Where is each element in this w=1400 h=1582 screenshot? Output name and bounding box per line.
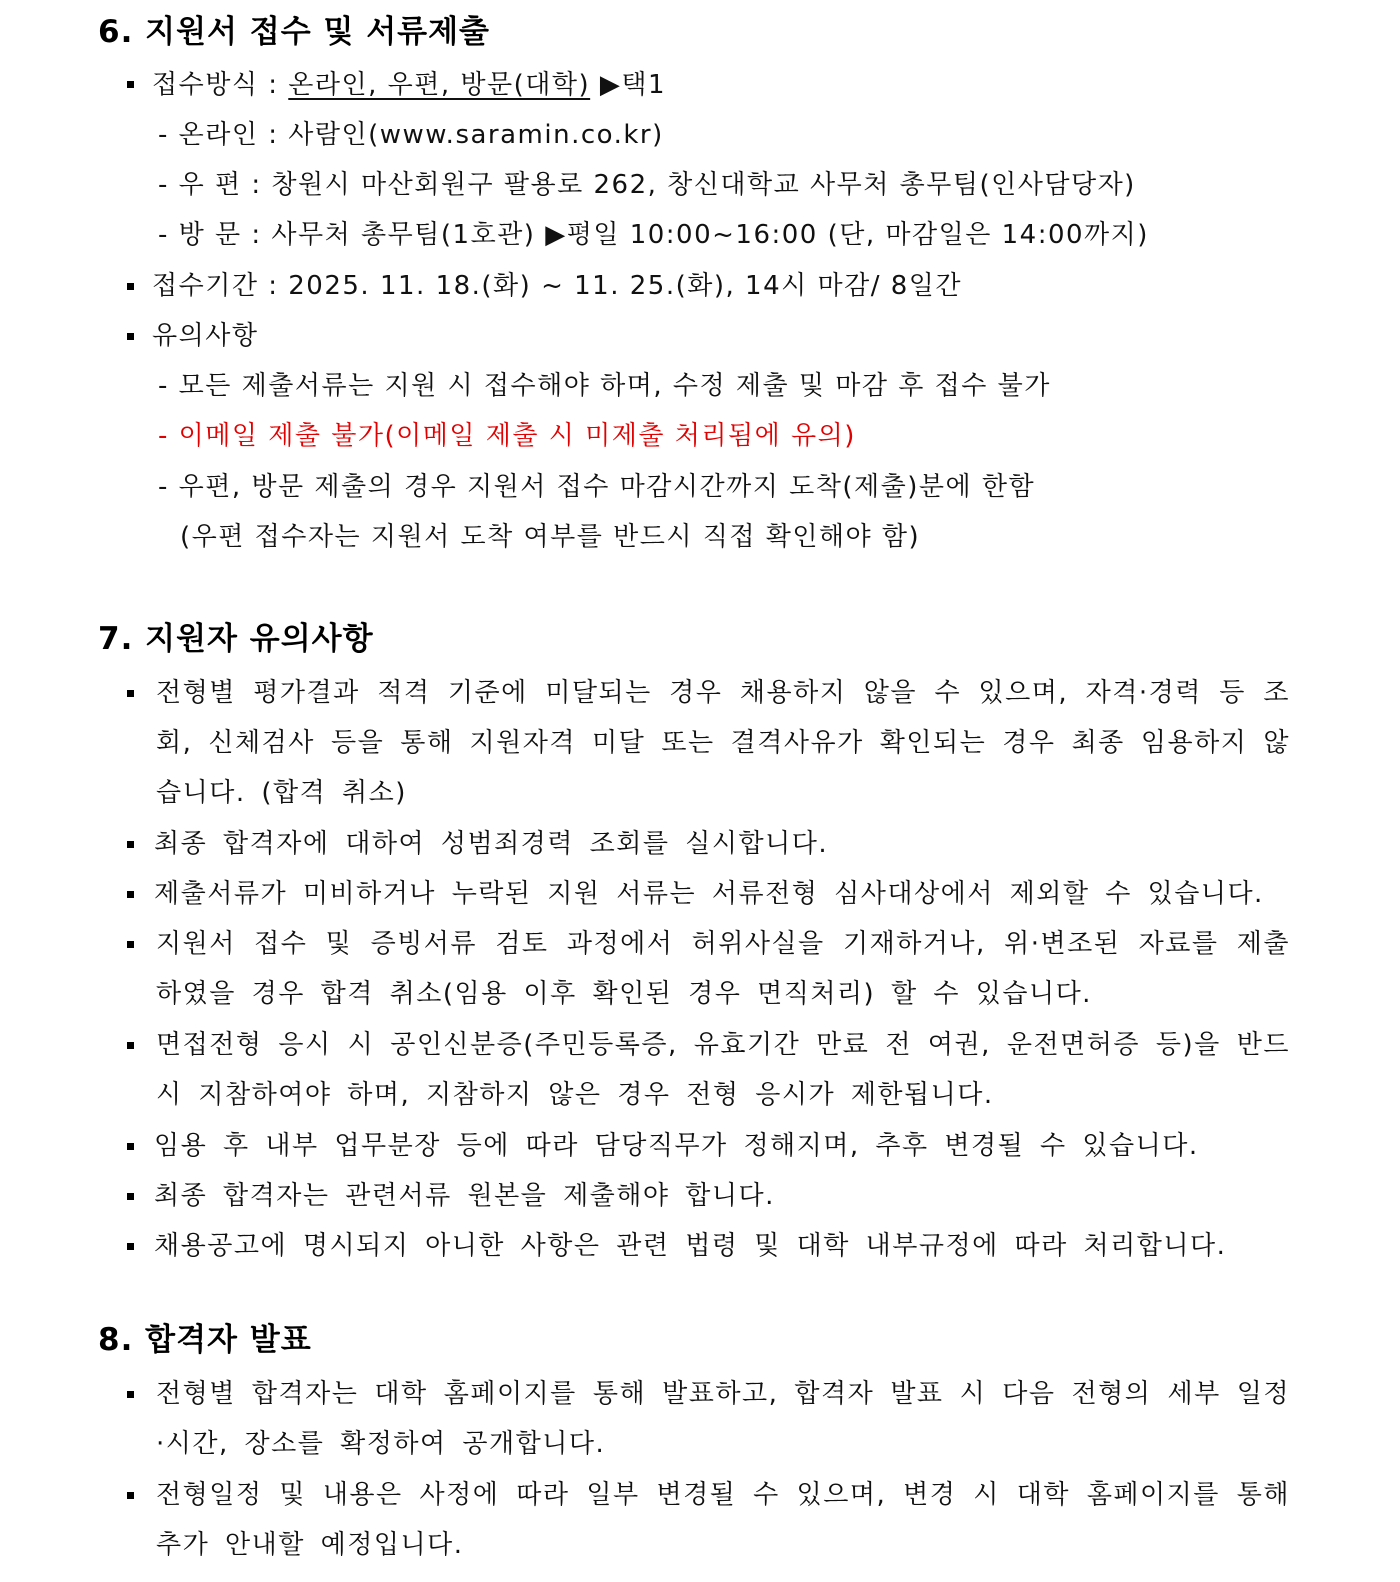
reception-method-suffix: ▶택1 bbox=[590, 70, 667, 100]
notice-item: 전형별 평가결과 적격 기준에 미달되는 경우 채용하지 않을 수 있으며, 자격·경력 등 조회, 신체검사 등을 통해 지원자격 미달 또는 결격사유가 확인되는 경우 최종 임용하지 않습니다. (합격 취소) bbox=[156, 678, 1290, 808]
announcement-item: 전형별 합격자는 대학 홈페이지를 통해 발표하고, 합격자 발표 시 다음 전형의 세부 일정·시간, 장소를 확정하여 공개합니다. bbox=[156, 1379, 1290, 1459]
section-6-title: 6. 지원서 접수 및 서류제출 bbox=[98, 14, 490, 50]
reception-method-value: 온라인, 우편, 방문(대학) bbox=[288, 70, 591, 100]
notice-item: 최종 합격자는 관련서류 원본을 제출해야 합니다. bbox=[154, 1181, 775, 1211]
section-7-title: 7. 지원자 유의사항 bbox=[98, 621, 374, 657]
bullet-icon bbox=[127, 283, 134, 290]
reception-method bbox=[152, 68, 666, 102]
bullet-icon bbox=[127, 941, 134, 948]
bullet-icon bbox=[127, 1193, 134, 1200]
reception-period: 접수기간 : 2025. 11. 18.(화) ~ 11. 25.(화), 14시 마감/ 8일간 bbox=[152, 271, 963, 301]
notice-item: 임용 후 내부 업무분장 등에 따라 담당직무가 정해지며, 추후 변경될 수 있습니다. bbox=[154, 1131, 1199, 1161]
note-item: - 모든 제출서류는 지원 시 접수해야 하며, 수정 제출 및 마감 후 접수 불가 bbox=[158, 371, 1051, 401]
reception-online: - 온라인 : 사람인(www.saramin.co.kr) bbox=[158, 120, 664, 150]
bullet-icon bbox=[127, 1243, 134, 1250]
reception-method-label: 접수방식 : bbox=[152, 70, 289, 100]
notice-item: 지원서 접수 및 증빙서류 검토 과정에서 허위사실을 기재하거나, 위·변조된 자료를 제출하였을 경우 합격 취소(임용 이후 확인된 경우 면직처리) 할 수 있습니다. bbox=[156, 929, 1290, 1009]
bullet-icon bbox=[127, 1042, 134, 1049]
reception-visit: - 방 문 : 사무처 총무팀(1호관) ▶평일 10:00~16:00 (단, 마감일은 14:00까지) bbox=[158, 220, 1149, 250]
bullet-icon bbox=[127, 1492, 134, 1499]
note-item-warning: - 이메일 제출 불가(이메일 제출 시 미제출 처리됨에 유의) bbox=[158, 421, 856, 451]
notice-item: 최종 합격자에 대하여 성범죄경력 조회를 실시합니다. bbox=[154, 829, 829, 859]
notes-label: 유의사항 bbox=[152, 321, 259, 351]
notice-item: 제출서류가 미비하거나 누락된 지원 서류는 서류전형 심사대상에서 제외할 수 있습니다. bbox=[154, 879, 1264, 909]
bullet-icon bbox=[127, 891, 134, 898]
bullet-icon bbox=[127, 333, 134, 340]
bullet-icon bbox=[127, 841, 134, 848]
reception-post: - 우 편 : 창원시 마산회원구 팔용로 262, 창신대학교 사무처 총무팀(인사담당자) bbox=[158, 170, 1136, 200]
bullet-icon bbox=[127, 1391, 134, 1398]
note-item: - 우편, 방문 제출의 경우 지원서 접수 마감시간까지 도착(제출)분에 한함 bbox=[158, 472, 1036, 502]
bullet-icon bbox=[127, 1143, 134, 1150]
note-item-continued: (우편 접수자는 지원서 도착 여부를 반드시 직접 확인해야 함) bbox=[180, 522, 921, 552]
section-8-title: 8. 합격자 발표 bbox=[98, 1322, 312, 1358]
announcement-item: 전형일정 및 내용은 사정에 따라 일부 변경될 수 있으며, 변경 시 대학 홈페이지를 통해 추가 안내할 예정입니다. bbox=[156, 1480, 1290, 1560]
notice-item: 면접전형 응시 시 공인신분증(주민등록증, 유효기간 만료 전 여권, 운전면허증 등)을 반드시 지참하여야 하며, 지참하지 않은 경우 전형 응시가 제한됩니다. bbox=[156, 1030, 1290, 1110]
bullet-icon bbox=[127, 81, 134, 88]
bullet-icon bbox=[127, 690, 134, 697]
notice-item: 채용공고에 명시되지 아니한 사항은 관련 법령 및 대학 내부규정에 따라 처리합니다. bbox=[154, 1231, 1227, 1261]
